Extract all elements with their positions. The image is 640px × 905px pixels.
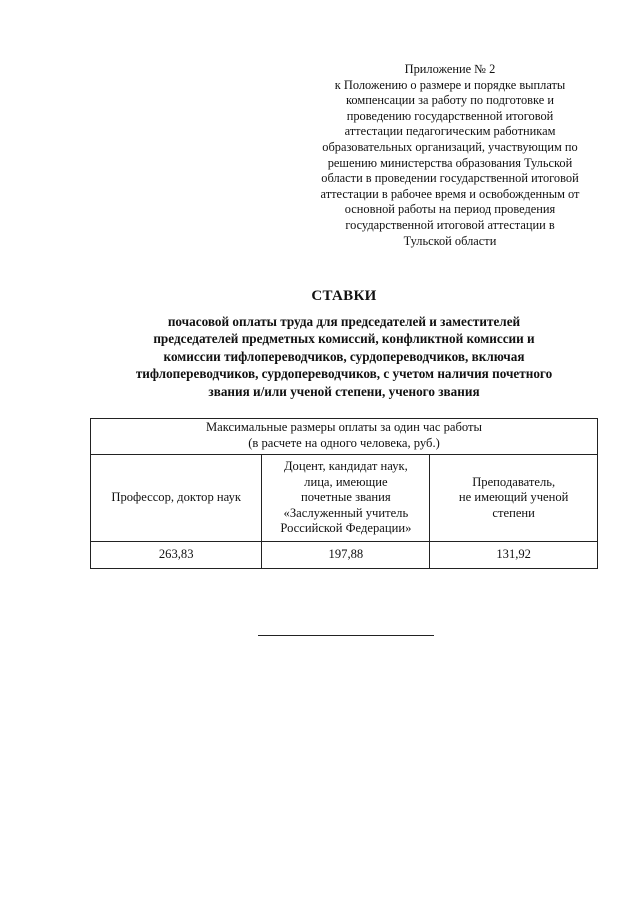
subtitle-line: тифлопереводчиков, сурдопереводчиков, с учетом наличия почетного [135, 366, 553, 382]
table-column-headers [91, 455, 598, 542]
appendix-line: к Положению о размере и порядке выплаты [334, 77, 566, 92]
value-docent: 197,88 [262, 542, 430, 569]
appendix-line: компенсации за работу по подготовке и [346, 93, 554, 108]
column-header-line: не имеющий ученой [458, 490, 569, 505]
column-header-line: почетные звания [301, 490, 391, 505]
subtitle-line: председателей предметных комиссий, конфликтной комиссии и [153, 331, 535, 347]
column-header-line: Доцент, кандидат наук, [283, 459, 408, 474]
appendix-line: образовательных организаций, участвующим по [322, 139, 578, 154]
column-header-line: Преподаватель, [472, 474, 556, 489]
table-header-line: (в расчете на одного человека, руб.) [248, 435, 440, 450]
table-header-line: Максимальные размеры оплаты за один час работы [205, 420, 483, 434]
appendix-line: аттестации в рабочее время и освобожденным от [320, 186, 580, 201]
column-header-line: лица, имеющие [304, 474, 388, 489]
column-header-line: Профессор, доктор наук [111, 490, 242, 505]
table-header-row [91, 419, 598, 455]
appendix-line: государственной итоговой аттестации в [345, 217, 555, 232]
subtitle-line: комиссии тифлопереводчиков, сурдопереводчиков, включая [163, 348, 525, 364]
appendix-line: решению министерства образования Тульской [327, 155, 573, 170]
column-header-line: «Заслуженный учитель [283, 505, 409, 520]
appendix-line: проведению государственной итоговой [346, 108, 554, 123]
appendix-line: аттестации педагогическим работникам [344, 124, 556, 139]
column-header-docent [262, 455, 430, 542]
value-professor: 263,83 [91, 542, 262, 569]
appendix-block [300, 62, 600, 249]
column-header-teacher [430, 455, 598, 542]
closing-rule-line [258, 635, 434, 636]
column-header-professor [91, 455, 262, 542]
table-header-cell [91, 419, 598, 455]
subtitle-line: звания и/или ученой степени, ученого звания [208, 383, 480, 399]
value-teacher: 131,92 [430, 542, 598, 569]
document-subtitle [0, 313, 640, 400]
appendix-line: основной работы на период проведения [344, 202, 556, 217]
rates-table [90, 418, 598, 569]
column-header-line: степени [492, 505, 535, 520]
document-title: СТАВКИ [311, 288, 377, 304]
appendix-line: области в проведении государственной итоговой [321, 171, 579, 186]
appendix-line: Тульской области [403, 233, 497, 248]
column-header-line: Российской Федерации» [280, 521, 412, 536]
subtitle-line: почасовой оплаты труда для председателей и заместителей [167, 314, 521, 329]
table-value-row [91, 542, 598, 569]
appendix-line: Приложение № 2 [404, 62, 496, 76]
